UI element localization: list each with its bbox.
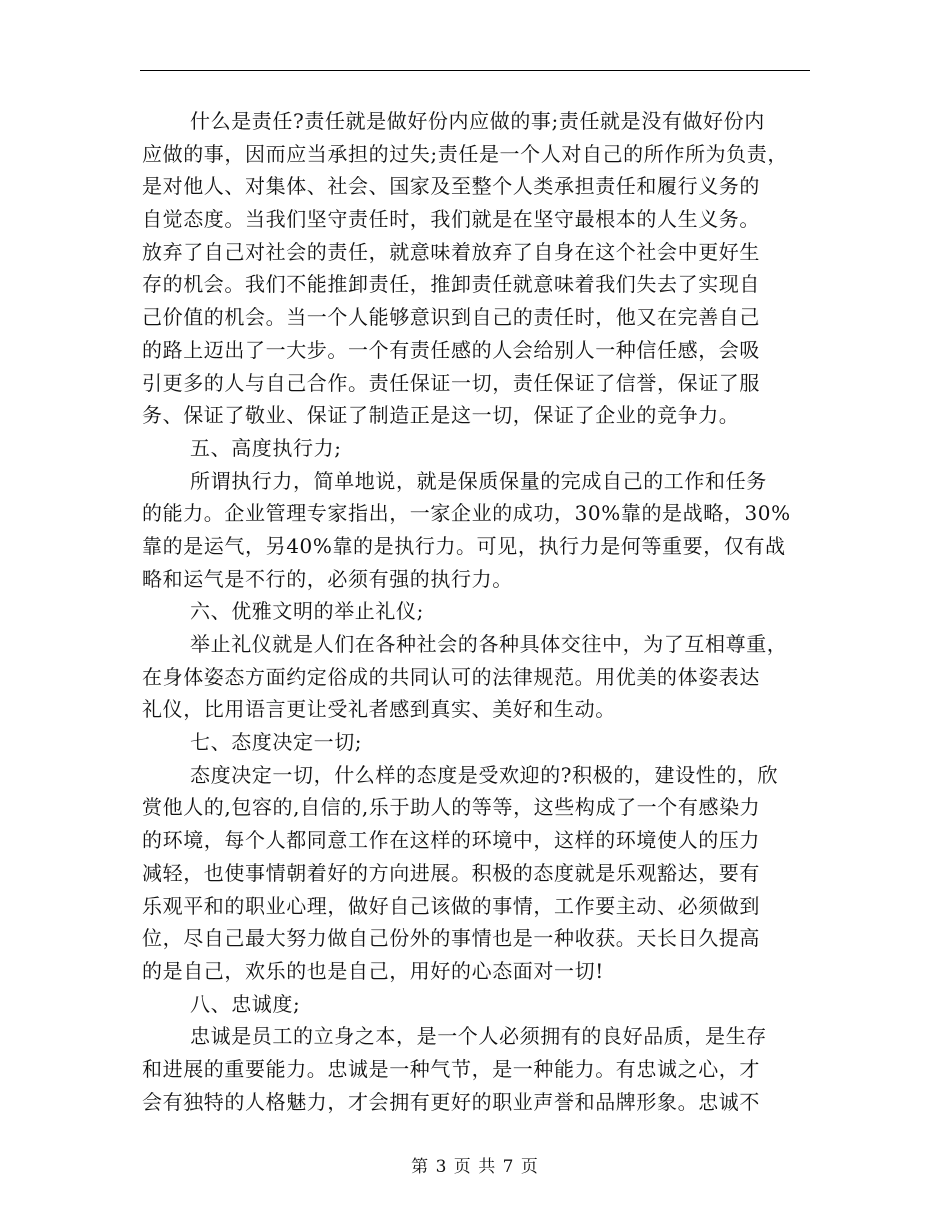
text-line: 位，尽自己最大努力做自己份外的事情也是一种收获。天长日久提高: [142, 926, 760, 951]
section-heading: 五、高度执行力;: [190, 435, 342, 460]
text-line: 所谓执行力，简单地说，就是保质保量的完成自己的工作和任务: [190, 468, 767, 493]
text-line: 务、保证了敬业、保证了制造正是这一切，保证了企业的竞争力。: [142, 403, 740, 428]
document-body: [142, 105, 812, 1118]
text-line: 和进展的重要能力。忠诚是一种气节，是一种能力。有忠诚之心，才: [142, 1056, 760, 1081]
text-line: 态度决定一切，什么样的态度是受欢迎的?积极的，建设性的，欣: [190, 762, 779, 787]
text-line: 忠诚是员工的立身之本，是一个人必须拥有的良好品质，是生存: [190, 1024, 767, 1049]
text-line: 是对他人、对集体、社会、国家及至整个人类承担责任和履行义务的: [142, 174, 760, 199]
text-line: 在身体姿态方面约定俗成的共同认可的法律规范。用优美的体姿表达: [142, 664, 760, 689]
section-heading: 七、态度决定一切;: [190, 730, 363, 755]
text-line: 略和运气是不行的，必须有强的执行力。: [142, 566, 513, 591]
text-line: 引更多的人与自己合作。责任保证一切，责任保证了信誉，保证了服: [142, 370, 760, 395]
text-line: 礼仪，比用语言更让受礼者感到真实、美好和生动。: [142, 697, 616, 722]
text-line: 的是自己，欢乐的也是自己，用好的心态面对一切!: [142, 958, 604, 983]
text-line: 举止礼仪就是人们在各种社会的各种具体交往中，为了互相尊重，: [190, 632, 788, 656]
text-line: 赏他人的,包容的,自信的,乐于助人的等等，这些构成了一个有感染力: [142, 795, 761, 820]
text-line: 的环境，每个人都同意工作在这样的环境中，这样的环境使人的压力: [142, 828, 760, 853]
text-line: 己价值的机会。当一个人能够意识到自己的责任时，他又在完善自己: [142, 305, 760, 330]
section-heading: 六、优雅文明的举止礼仪;: [190, 599, 424, 624]
text-line: 靠的是运气，另40%靠的是执行力。可见，执行力是何等重要，仅有战: [142, 533, 786, 558]
header-rule: [140, 70, 810, 71]
page-footer: 第 3 页 共 7 页: [411, 1157, 539, 1177]
text-line: 什么是责任?责任就是做好份内应做的事;责任就是没有做好份内: [190, 109, 765, 133]
text-line: 存的机会。我们不能推卸责任，推卸责任就意味着我们失去了实现自: [142, 272, 760, 297]
text-line: 减轻，也使事情朝着好的方向进展。积极的态度就是乐观豁达，要有: [142, 860, 760, 885]
text-line: 的路上迈出了一大步。一个有责任感的人会给别人一种信任感，会吸: [142, 337, 760, 362]
text-line: 自觉态度。当我们坚守责任时，我们就是在坚守最根本的人生义务。: [142, 207, 760, 232]
text-line: 应做的事，因而应当承担的过失;责任是一个人对自己的所作所为负责，: [142, 141, 788, 166]
text-line: 的能力。企业管理专家指出，一家企业的成功，30%靠的是战略，30%: [142, 501, 791, 526]
text-line: 乐观平和的职业心理，做好自己该做的事情，工作要主动、必须做到: [142, 893, 760, 918]
section-heading: 八、忠诚度;: [190, 991, 301, 1016]
text-line: 放弃了自己对社会的责任，就意味着放弃了自身在这个社会中更好生: [142, 239, 760, 264]
text-line: 会有独特的人格魅力，才会拥有更好的职业声誉和品牌形象。忠诚不: [142, 1089, 760, 1114]
